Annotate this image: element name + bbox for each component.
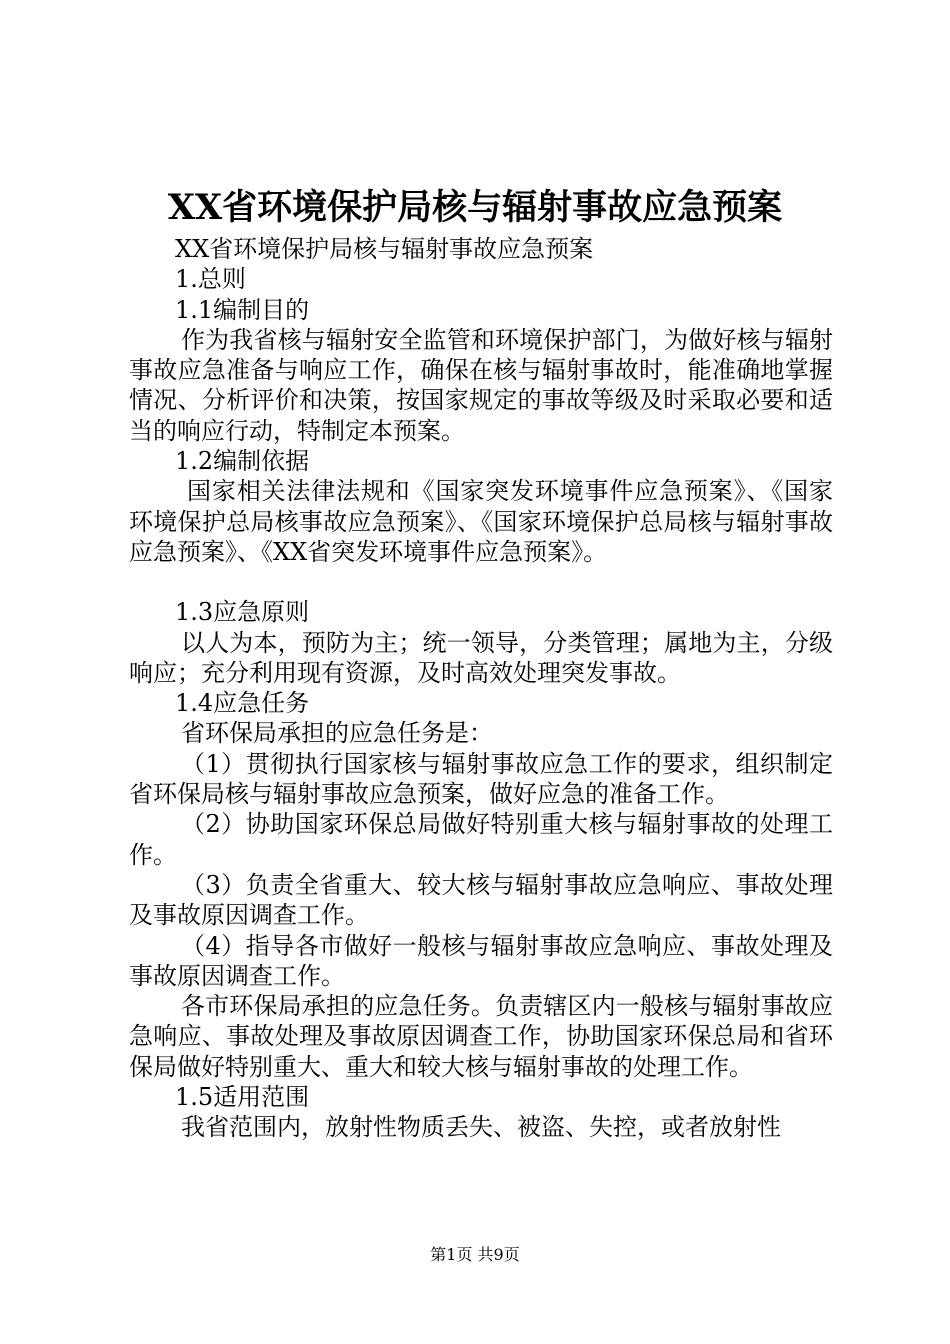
document-subtitle: XX省环境保护局核与辐射事故应急预案 — [175, 235, 594, 263]
section-heading-1-5: 1.5适用范围 — [175, 1083, 310, 1112]
paragraph-city-tasks: 各市环保局承担的应急任务。负责辖区内一般核与辐射事故应急响应、事故处理及事故原因调查工作，协助国家环保总局和省环保局做好特别重大、重大和较大核与辐射事故的处理工作。 — [129, 992, 833, 1081]
section-heading-1-1: 1.1编制目的 — [175, 295, 310, 324]
document-title: XX省环境保护局核与辐射事故应急预案 — [167, 187, 783, 228]
task-item-2: （2）协助国家环保总局做好特别重大核与辐射事故的处理工作。 — [129, 810, 833, 869]
paragraph-principles: 以人为本，预防为主；统一领导，分类管理；属地为主，分级响应；充分利用现有资源，及时高效处理突发事故。 — [129, 628, 833, 687]
paragraph-purpose: 作为我省核与辐射安全监管和环境保护部门，为做好核与辐射事故应急准备与响应工作，确保在核与辐射事故时，能准确地掌握情况、分析评价和决策，按国家规定的事故等级及时采取必要和适当的响应行动，特制定本预案。 — [129, 325, 833, 445]
paragraph-tasks-intro: 省环保局承担的应急任务是： — [181, 719, 493, 748]
task-item-1: （1）贯彻执行国家核与辐射事故应急工作的要求，组织制定省环保局核与辐射事故应急预案，做好应急的准备工作。 — [129, 749, 833, 809]
paragraph-basis: 国家相关法律法规和《国家突发环境事件应急预案》、《国家环境保护总局核事故应急预案》、《国家环境保护总局核与辐射事故应急预案》、《XX省突发环境事件应急预案》。 — [129, 477, 833, 566]
section-heading-1-3: 1.3应急原则 — [175, 598, 310, 627]
section-heading-1-4: 1.4应急任务 — [175, 689, 310, 718]
blank-line — [129, 567, 833, 597]
task-item-4: （4）指导各市做好一般核与辐射事故应急响应、事故处理及事故原因调查工作。 — [129, 931, 833, 990]
section-heading-1: 1.总则 — [175, 265, 246, 294]
section-heading-1-2: 1.2编制依据 — [175, 447, 310, 476]
document-body — [129, 234, 833, 1143]
paragraph-scope: 我省范围内，放射性物质丢失、被盗、失控，或者放射性 — [181, 1113, 781, 1142]
page-footer: 第1页 共9页 — [430, 1245, 520, 1264]
task-item-3: （3）负责全省重大、较大核与辐射事故应急响应、事故处理及事故原因调查工作。 — [129, 870, 833, 930]
